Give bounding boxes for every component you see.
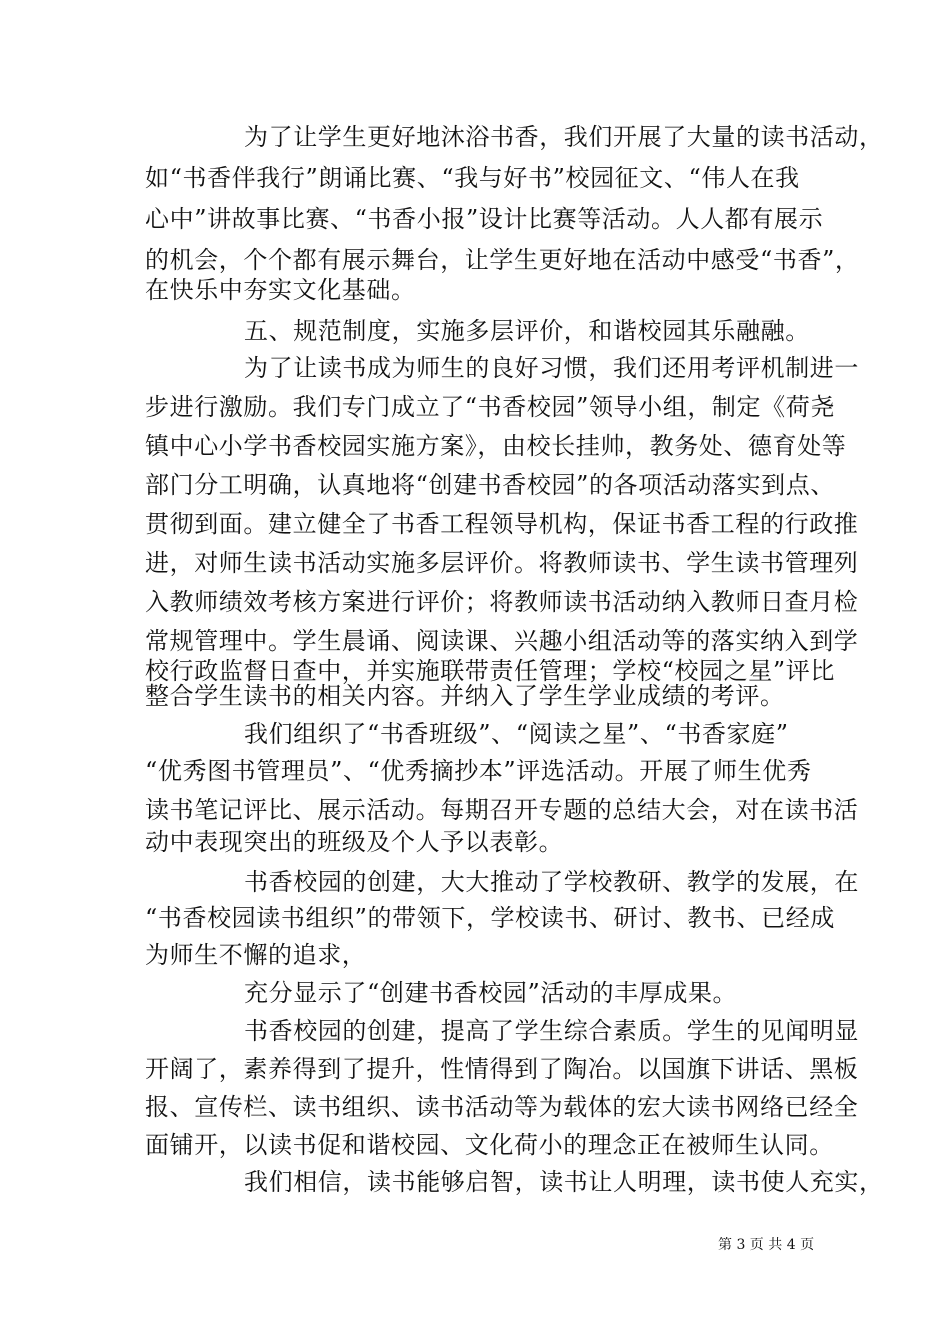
text-line: 镇中心小学书香校园实施方案》，由校长挂帅，教务处、德育处等 — [145, 432, 847, 460]
text-line: 部门分工明确，认真地将“创建书香校园”的各项活动落实到点、 — [145, 471, 835, 499]
text-line: 常规管理中。学生晨诵、阅读课、兴趣小组活动等的落实纳入到学 — [145, 627, 859, 655]
text-line: 读书笔记评比、展示活动。每期召开专题的总结大会，对在读书活 — [145, 796, 859, 824]
text-line: 校行政监督日查中，并实施联带责任管理；学校“校园之星”评比 — [145, 657, 835, 685]
text-line: “书香校园读书组织”的带领下，学校读书、研讨、教书、已经成 — [145, 904, 835, 932]
text-line: 为师生不懈的追求， — [145, 941, 367, 969]
text-line: 面铺开，以读书促和谐校园、文化荷小的理念正在被师生认同。 — [145, 1131, 834, 1159]
page-number-footer: 第 3 页 共 4 页 — [718, 1237, 815, 1253]
text-line: 整合学生读书的相关内容。并纳入了学生学业成绩的考评。 — [145, 682, 785, 710]
text-line: 贯彻到面。建立健全了书香工程领导机构，保证书香工程的行政推 — [145, 510, 859, 538]
text-line: “优秀图书管理员”、“优秀摘抄本”评选活动。开展了师生优秀 — [145, 757, 812, 785]
text-line: 进，对师生读书活动实施多层评价。将教师读书、学生读书管理列 — [145, 549, 859, 577]
text-line: 步进行激励。我们专门成立了“书香校园”领导小组，制定《荷尧 — [145, 393, 835, 421]
text-line: 我们组织了“书香班级”、“阅读之星”、“书香家庭” — [244, 720, 789, 748]
text-line: 在快乐中夯实文化基础。 — [145, 276, 416, 304]
text-line: 的机会，个个都有展示舞台，让学生更好地在活动中感受“书香”， — [145, 246, 860, 274]
text-line: 开阔了，素养得到了提升，性情得到了陶冶。以国旗下讲话、黑板 — [145, 1055, 859, 1083]
text-line: 书香校园的创建，大大推动了学校教研、教学的发展，在 — [244, 868, 859, 896]
text-line: 报、宣传栏、读书组织、读书活动等为载体的宏大读书网络已经全 — [145, 1093, 859, 1121]
text-line: 心中”讲故事比赛、“书香小报”设计比赛等活动。人人都有展示 — [145, 205, 824, 233]
text-line: 为了让学生更好地沐浴书香，我们开展了大量的读书活动， — [244, 123, 884, 151]
text-line: 如“书香伴我行”朗诵比赛、“我与好书”校园征文、“伟人在我 — [145, 164, 800, 192]
text-line: 我们相信，读书能够启智，读书让人明理，读书使人充实， — [244, 1168, 884, 1196]
section-heading: 五、规范制度，实施多层评价，和谐校园其乐融融。 — [244, 317, 810, 345]
text-line: 为了让读书成为师生的良好习惯，我们还用考评机制进一 — [244, 354, 859, 382]
text-line: 书香校园的创建，提高了学生综合素质。学生的见闻明显 — [244, 1017, 859, 1045]
text-line: 充分显示了“创建书香校园”活动的丰厚成果。 — [244, 979, 738, 1007]
text-line: 入教师绩效考核方案进行评价；将教师读书活动纳入教师日查月检 — [145, 588, 859, 616]
text-line: 动中表现突出的班级及个人予以表彰。 — [145, 828, 564, 856]
